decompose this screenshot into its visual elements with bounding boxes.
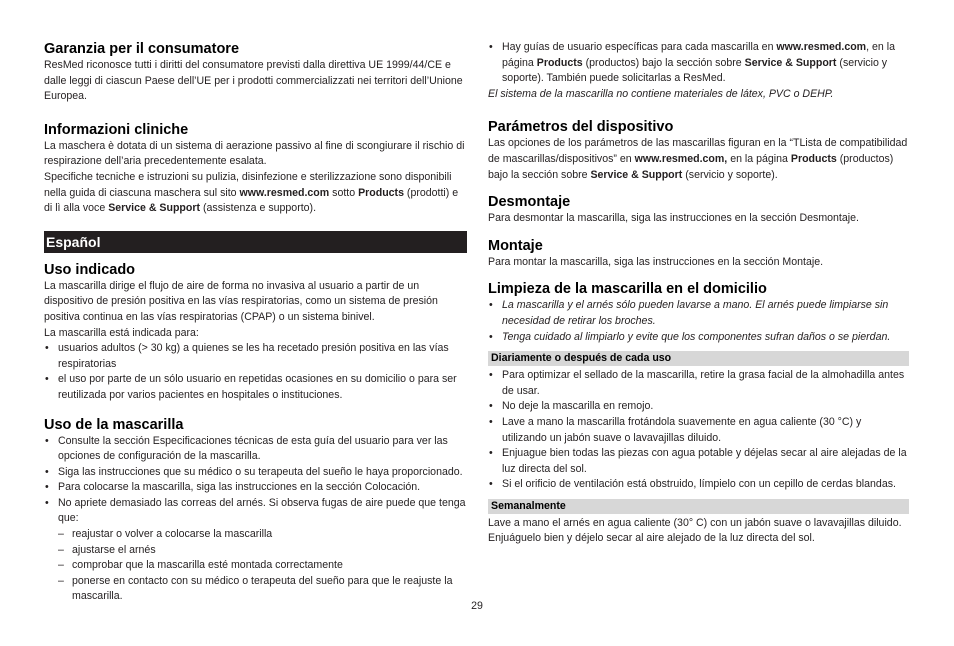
language-section-bar: Español [44,231,467,253]
montaje-heading: Montaje [488,237,543,254]
list-item [488,368,909,399]
informazioni-text-2 [44,170,467,217]
list-item-text: usuarios adultos (> 30 kg) a quienes se les ha recetado presión positiva en las vías respiratorias [58,342,449,370]
uso-mascarilla-sublist [44,527,467,605]
garanzia-heading: Garanzia per il consumatore [44,41,240,57]
list-item [488,330,909,346]
uso-indicado-list [44,341,467,403]
bullet-icon: • [45,481,49,494]
list-item-text: Siga las instrucciones que su médico o su terapeuta del sueño le haya proporcionado. [58,465,463,478]
text-segment: (servicio y soporte). [682,168,778,181]
products-term: Products [790,152,837,165]
list-item [488,399,909,415]
bullet-icon: • [45,373,49,386]
informazioni-heading: Informazioni cliniche [44,121,189,138]
list-item-text: Enjuague bien todas las piezas con agua potable y déjelas secar al aire alejadas de la luz directa del sol. [502,447,907,475]
list-item [488,477,909,493]
text-segment: , en la página [502,41,895,69]
uso-indicado-text-2: La mascarilla está indicada para: [44,326,199,339]
products-term: Products [536,56,583,69]
bullet-icon: • [489,41,493,53]
montaje-text: Para montar la mascarilla, siga las instrucciones en la sección Montaje. [488,255,824,268]
products-term: Products [358,186,404,199]
list-item-text: Para optimizar el sellado de la mascarilla, retire la grasa facial de la almohadilla antes de usar. [502,369,905,397]
resmed-link[interactable]: www.resmed.com [776,41,867,53]
uso-mascarilla-heading: Uso de la mascarilla [44,416,184,433]
bullet-icon: • [489,478,493,491]
dash-icon: – [58,559,64,572]
list-item-text: comprobar que la mascarilla esté montada correctamente [72,559,343,572]
bullet-icon: • [45,496,49,509]
limpieza-list [488,298,909,345]
list-item [44,496,467,527]
service-term: Service & Support [744,56,837,69]
list-item-text: La mascarilla y el arnés sólo pueden lavarse a mano. El arnés puede limpiarse sin necesidad de retirar los broches. [502,299,889,327]
latex-note: El sistema de la mascarilla no contiene materiales de látex, PVC o DEHP. [488,87,834,100]
list-item-text: No deje la mascarilla en remojo. [502,400,654,413]
text-segment: Las opciones de los parámetros de las mascarillas figuran en la “TLista de compatibilidad de mascarillas/dispositivos” en [488,137,908,165]
dash-icon: – [58,574,64,587]
limpieza-heading: Limpieza de la mascarilla en el domicilio [488,281,767,298]
list-item-text: Consulte la sección Especificaciones técnicas de esta guía del usuario para ver las opciones de configuración de la mascarilla. [58,434,448,463]
resmed-link[interactable]: www.resmed.com [239,186,330,199]
garanzia-text: ResMed riconosce tutti i diritti del consumatore previsti dalla direttiva UE 1999/44/CE e dalle leggi di ciascun Paese dell’UE per i prodotti commercializzati nei territori dell’Unione Europea. [44,59,463,103]
list-item [488,298,909,329]
bullet-icon: • [45,342,49,355]
bullet-icon: • [489,299,493,312]
list-item-text: ponerse en contacto con su médico o terapeuta del sueño para que le reajuste la mascarilla. [72,574,453,603]
list-item [488,415,909,446]
bullet-icon: • [489,330,493,343]
text-segment: (servicio y soporte). También puede solicitarlas a ResMed. [502,56,888,85]
parametros-text [488,136,909,183]
list-item [488,40,909,87]
text-segment: (prodotti) e di lì alla voce [44,186,459,215]
list-item-text: No apriete demasiado las correas del arnés. Si observa fugas de aire puede que tenga que: [58,496,466,525]
parametros-heading: Parámetros del dispositivo [488,119,674,136]
bullet-icon: • [45,434,49,447]
text-segment: (productos) bajo la sección sobre [582,56,745,69]
semanalmente-text: Lave a mano el arnés en agua caliente (30° C) con un jabón suave o lavavajillas diluido. Enjuáguelo bien y déjelo secar al aire alejado de la luz directa del sol. [488,516,902,545]
uso-mascarilla-list [44,434,467,528]
list-item [44,480,467,496]
list-item [488,446,909,477]
diariamente-bar: Diariamente o después de cada uso [488,351,909,366]
uso-indicado-heading: Uso indicado [44,261,136,278]
bullet-icon: • [45,465,49,478]
bullet-icon: • [489,400,493,413]
list-item [44,527,467,543]
text-segment: (assistenza e supporto). [200,202,317,215]
desmontaje-text: Para desmontar la mascarilla, siga las instrucciones en la sección Desmontaje. [488,212,859,225]
list-item-text: Si el orificio de ventilación está obstruido, límpielo con un cepillo de cerdas blandas. [502,478,896,491]
text-segment: Specifiche tecniche e istruzioni su pulizia, disinfezione e sterilizzazione sono disponibili nella guida di ciascuna maschera sul sito [44,170,452,199]
bullet-icon: • [489,415,493,428]
text-segment: sotto [329,186,359,199]
list-item-text: ajustarse el arnés [72,543,156,556]
list-item [44,372,467,403]
list-item [44,465,467,481]
uso-indicado-text-1: La mascarilla dirige el flujo de aire de forma no invasiva al usuario a partir de un dispositivo de presión positiva en las vías respiratorias, como un sistema de presión positiva continua en las vías respiratorias (CPAP) o un sistema binivel. [44,279,438,323]
text-segment: Hay guías de usuario específicas para cada mascarilla en [502,41,777,53]
bullet-icon: • [489,369,493,382]
page-number: 29 [471,600,483,612]
left-column [44,40,467,605]
informazioni-text-1: La maschera è dotata di un sistema di aerazione passivo al fine di scongiurare il rischio di respirazione dell’aria precedentemente esalata. [44,139,465,168]
dash-icon: – [58,528,64,541]
text-segment: (productos) bajo la sección sobre [488,152,894,181]
list-item [44,434,467,465]
list-item [44,543,467,559]
list-item [44,341,467,372]
resmed-link[interactable]: www.resmed.com, [634,152,728,165]
list-item-text: Para colocarse la mascarilla, siga las instrucciones en la sección Colocación. [58,481,421,494]
diariamente-list [488,368,909,493]
service-term: Service & Support [108,202,201,215]
list-item-text: el uso por parte de un sólo usuario en repetidas ocasiones en su domicilio o para ser reutilizada por varios pacientes en hospitales o instituciones. [58,373,457,401]
dash-icon: – [58,543,64,556]
list-item-text: Tenga cuidado al limpiarlo y evite que los componentes sufran daños o se pierdan. [502,330,891,343]
text-segment: en la página [727,152,791,165]
list-item-text: Lave a mano la mascarilla frotándola suavemente en agua caliente (30 °C) y utilizando un jabón suave o lavavajillas diluido. [502,415,862,444]
desmontaje-heading: Desmontaje [488,194,571,211]
semanalmente-bar: Semanalmente [488,499,909,514]
service-term: Service & Support [590,168,683,181]
bullet-icon: • [489,447,493,460]
list-item [44,558,467,574]
guias-list [488,40,909,87]
right-column [488,40,909,547]
list-item-text: reajustar o volver a colocarse la mascarilla [72,528,273,541]
